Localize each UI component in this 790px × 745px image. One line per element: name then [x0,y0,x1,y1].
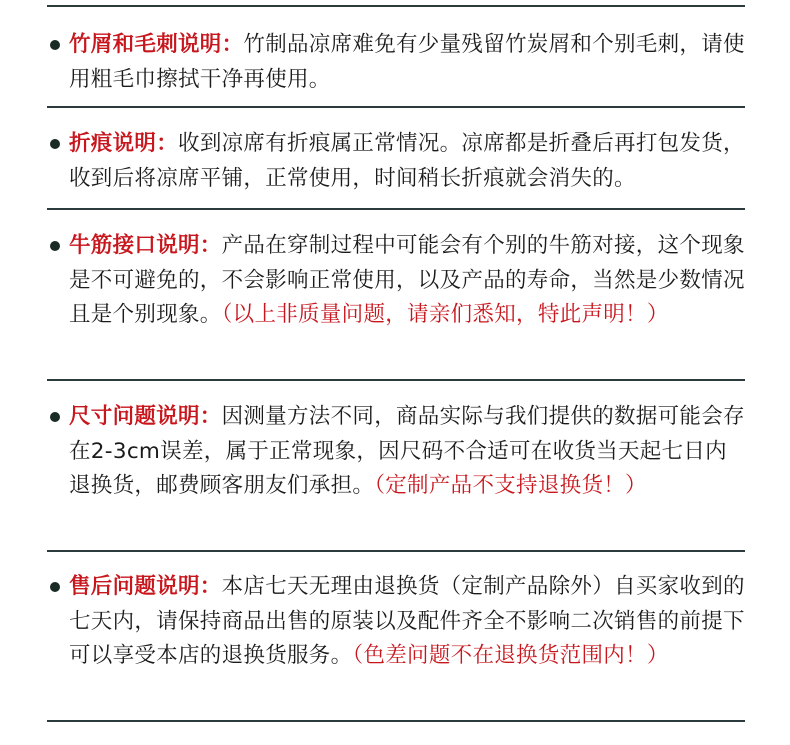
section-tendon-joint [47,229,747,333]
rule-3 [47,379,745,381]
section-size [47,400,747,504]
section-label: 折痕说明： [69,131,179,156]
rule-1 [47,106,745,108]
rule-top [47,5,745,7]
rule-bottom [47,720,745,722]
section-text [47,229,747,333]
section-body: 因测量方法不同，商品实际与我们提供的数据可能会存在2-3cm误差，属于正常现象，因尺码不合适可在收货当天起七日内退换货，邮费顾客朋友们承担。 [69,404,745,498]
bullet-icon [50,40,60,50]
section-body: 本店七天无理由退换货（定制产品除外）自买家收到的七天内，请保持商品出售的原装以及配件齐全不影响二次销售的前提下可以享受本店的退换货服务。 [69,574,745,668]
section-body: 收到凉席有折痕属正常情况。凉席都是折叠后再打包发货，收到后将凉席平铺，正常使用，时间稍长折痕就会消失的。 [69,131,745,191]
section-body: 竹制品凉席难免有少量残留竹炭屑和个别毛刺，请使用粗毛巾擦拭干净再使用。 [69,32,745,92]
section-text [47,28,747,97]
section-label: 尺寸问题说明： [69,404,222,429]
section-label: 牛筋接口说明： [69,233,222,258]
section-body: 产品在穿制过程中可能会有个别的牛筋对接，这个现象是不可避免的，不会影响正常使用，以及产品的寿命，当然是少数情况且是个别现象。 [69,233,745,327]
section-note: （定制产品不支持退换货！） [374,473,647,498]
section-note: （色差问题不在退换货范围内！） [352,643,669,668]
rule-4 [47,550,745,552]
bullet-icon [50,412,60,422]
section-text [47,127,747,196]
section-note: （以上非质量问题，请亲们悉知，特此声明！） [221,302,669,327]
section-after-sales [47,570,747,674]
bullet-icon [50,139,60,149]
bullet-icon [50,582,60,592]
bullet-icon [50,241,60,251]
section-bamboo-debris [47,28,747,97]
section-text [47,400,747,504]
rule-2 [47,208,745,210]
section-crease [47,127,747,196]
section-label: 竹屑和毛刺说明： [69,32,244,57]
section-label: 售后问题说明： [69,574,222,599]
section-text [47,570,747,674]
